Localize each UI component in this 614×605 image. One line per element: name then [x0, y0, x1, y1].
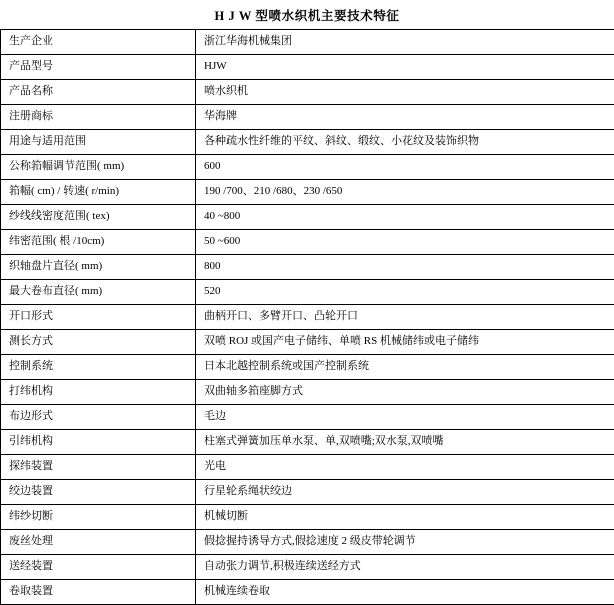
row-value: 假捻握持诱导方式,假捻速度 2 级皮带轮调节 — [196, 530, 614, 555]
row-label: 开口形式 — [1, 305, 196, 330]
row-label: 打纬机构 — [1, 380, 196, 405]
table-row — [1, 180, 614, 205]
page-title: H J W 型喷水织机主要技术特征 — [0, 0, 614, 29]
row-value: 各种疏水性纤维的平纹、斜纹、缎纹、小花纹及装饰织物 — [196, 130, 614, 155]
table-body — [1, 30, 614, 605]
table-row — [1, 480, 614, 505]
row-label: 绞边装置 — [1, 480, 196, 505]
table-row — [1, 55, 614, 80]
row-label: 纬纱切断 — [1, 505, 196, 530]
row-label: 控制系统 — [1, 355, 196, 380]
row-label: 布边形式 — [1, 405, 196, 430]
row-value: 520 — [196, 280, 614, 305]
table-row — [1, 505, 614, 530]
table-row — [1, 230, 614, 255]
table-row — [1, 455, 614, 480]
row-label: 纬密范围( 根 /10cm) — [1, 230, 196, 255]
table-row — [1, 280, 614, 305]
row-value: 双曲轴多筘座脚方式 — [196, 380, 614, 405]
row-value: 自动张力调节,积极连续送经方式 — [196, 555, 614, 580]
table-row — [1, 30, 614, 55]
row-value: 机械切断 — [196, 505, 614, 530]
row-value: 浙江华海机械集团 — [196, 30, 614, 55]
row-value: 800 — [196, 255, 614, 280]
row-value: 柱塞式弹簧加压单水泵、单,双喷嘴;双水泵,双喷嘴 — [196, 430, 614, 455]
row-value: 50 ~600 — [196, 230, 614, 255]
row-value: 日本北越控制系统或国产控制系统 — [196, 355, 614, 380]
row-value: HJW — [196, 55, 614, 80]
row-value: 600 — [196, 155, 614, 180]
row-label: 探纬装置 — [1, 455, 196, 480]
table-row — [1, 305, 614, 330]
table-row — [1, 555, 614, 580]
table-row — [1, 205, 614, 230]
row-label: 产品名称 — [1, 80, 196, 105]
table-row — [1, 580, 614, 605]
row-value: 光电 — [196, 455, 614, 480]
row-label: 纱线线密度范围( tex) — [1, 205, 196, 230]
row-value: 曲柄开口、多臂开口、凸轮开口 — [196, 305, 614, 330]
row-label: 引纬机构 — [1, 430, 196, 455]
row-value: 毛边 — [196, 405, 614, 430]
row-value: 40 ~800 — [196, 205, 614, 230]
table-row — [1, 330, 614, 355]
table-row — [1, 105, 614, 130]
row-value: 双喷 ROJ 或国产电子储纬、单喷 RS 机械储纬或电子储纬 — [196, 330, 614, 355]
table-row — [1, 255, 614, 280]
row-value: 华海牌 — [196, 105, 614, 130]
table-row — [1, 80, 614, 105]
row-value: 机械连续卷取 — [196, 580, 614, 605]
row-label: 卷取装置 — [1, 580, 196, 605]
row-value: 190 /700、210 /680、230 /650 — [196, 180, 614, 205]
table-row — [1, 130, 614, 155]
row-value: 行星轮系绳状绞边 — [196, 480, 614, 505]
table-row — [1, 430, 614, 455]
row-label: 产品型号 — [1, 55, 196, 80]
row-label: 送经装置 — [1, 555, 196, 580]
row-label: 公称筘幅调节范围( mm) — [1, 155, 196, 180]
table-row — [1, 355, 614, 380]
table-row — [1, 155, 614, 180]
row-label: 测长方式 — [1, 330, 196, 355]
row-label: 织轴盘片直径( mm) — [1, 255, 196, 280]
table-row — [1, 530, 614, 555]
row-label: 筘幅( cm) / 转速( r/min) — [1, 180, 196, 205]
row-label: 注册商标 — [1, 105, 196, 130]
table-row — [1, 380, 614, 405]
row-label: 用途与适用范围 — [1, 130, 196, 155]
row-value: 喷水织机 — [196, 80, 614, 105]
row-label: 废丝处理 — [1, 530, 196, 555]
specifications-table — [0, 29, 614, 605]
row-label: 最大卷布直径( mm) — [1, 280, 196, 305]
row-label: 生产企业 — [1, 30, 196, 55]
table-row — [1, 405, 614, 430]
